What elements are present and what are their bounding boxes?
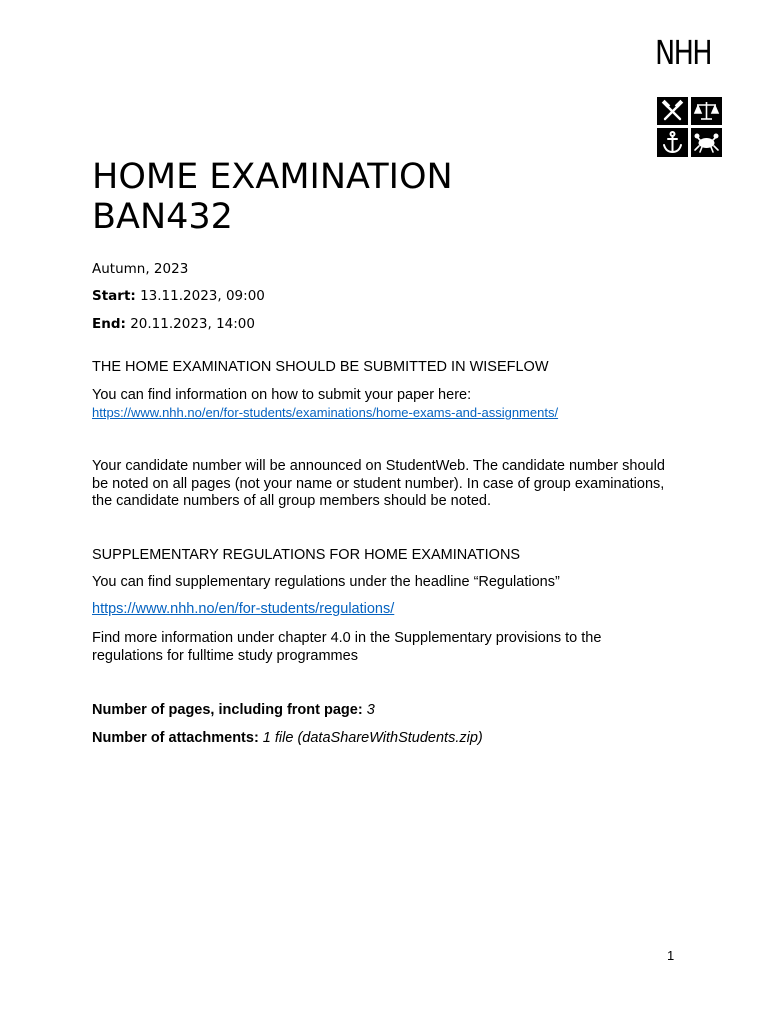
nhh-logo-text: NHH bbox=[655, 33, 712, 72]
end-label: End: bbox=[92, 316, 126, 332]
title-line-2: BAN432 bbox=[92, 197, 233, 237]
wiseflow-heading: THE HOME EXAMINATION SHOULD BE SUBMITTED IN WISEFLOW bbox=[92, 359, 549, 375]
start-line bbox=[92, 288, 265, 304]
start-label: Start: bbox=[92, 288, 136, 304]
pages-count-value: 3 bbox=[362, 702, 375, 718]
wiseflow-intro: You can find information on how to submit your paper here: bbox=[92, 387, 472, 403]
nhh-crest-icon bbox=[657, 97, 722, 157]
term-text: Autumn, 2023 bbox=[92, 261, 189, 277]
end-value: 20.11.2023, 14:00 bbox=[125, 316, 255, 332]
attachments-value: 1 file (dataShareWithStudents.zip) bbox=[258, 730, 483, 746]
attachments-label: Number of attachments: bbox=[92, 730, 259, 746]
regulations-link[interactable]: https://www.nhh.no/en/for-students/regulations/ bbox=[92, 601, 395, 617]
regulations-link-wrap bbox=[92, 601, 672, 619]
wiseflow-link-wrap bbox=[92, 404, 672, 423]
candidate-paragraph: Your candidate number will be announced on StudentWeb. The candidate number should be noted on all pages (not your name or student number). In case of group examinations, the candidate numbers of all group members should be noted. bbox=[92, 458, 665, 509]
title-line-1: HOME EXAMINATION bbox=[92, 157, 453, 197]
wiseflow-link[interactable]: https://www.nhh.no/en/for-students/examinations/home-exams-and-assignments/ bbox=[92, 405, 559, 420]
page-number: 1 bbox=[667, 948, 675, 963]
start-value: 13.11.2023, 09:00 bbox=[135, 288, 265, 304]
pages-count-line bbox=[92, 702, 672, 720]
supplementary-more: Find more information under chapter 4.0 in the Supplementary provisions to the regulations for fulltime study programmes bbox=[92, 630, 602, 664]
pages-count-label: Number of pages, including front page: bbox=[92, 702, 363, 718]
attachments-line bbox=[92, 730, 672, 748]
supplementary-heading: SUPPLEMENTARY REGULATIONS FOR HOME EXAMINATIONS bbox=[92, 547, 521, 563]
supplementary-intro: You can find supplementary regulations under the headline “Regulations” bbox=[92, 574, 560, 590]
page-title bbox=[92, 157, 453, 237]
end-line bbox=[92, 316, 255, 332]
